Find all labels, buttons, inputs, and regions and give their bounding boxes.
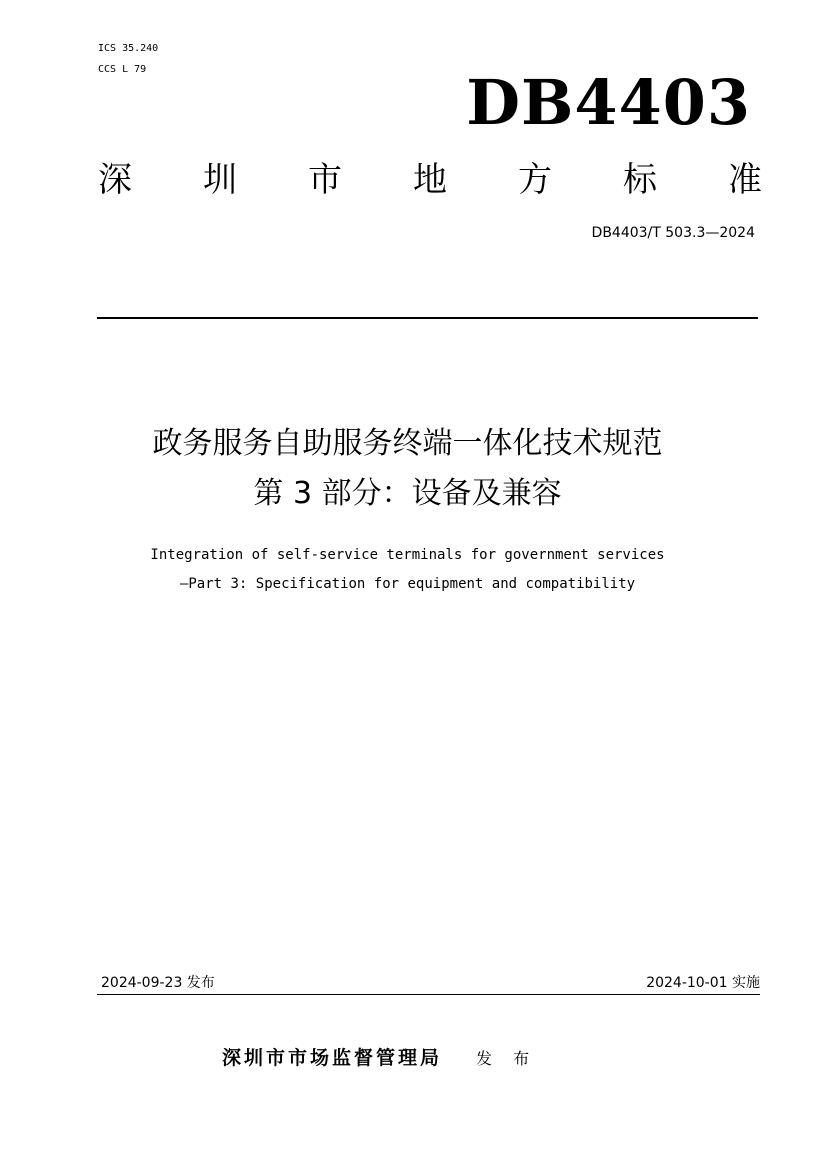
ccs-code: CCS L 79	[98, 64, 147, 75]
effective-date: 2024-10-01 实施	[646, 975, 760, 991]
header-divider	[97, 317, 758, 319]
publish-date: 2024-09-23 发布	[101, 975, 215, 991]
issue-label: 发 布	[476, 1049, 538, 1068]
standard-type-char: 标	[623, 160, 657, 200]
standard-type-char: 深	[98, 160, 132, 200]
standard-number: DB4403/T 503.3—2024	[591, 225, 755, 241]
standard-type	[98, 158, 762, 202]
standard-type-char: 准	[728, 160, 762, 200]
ics-code: ICS 35.240	[98, 43, 159, 54]
issuer-block	[222, 1044, 537, 1073]
title-chinese-line-2: 第 3 部分：设备及兼容	[253, 476, 562, 511]
title-english-line-2: —Part 3: Specification for equipment and compatibility	[179, 576, 636, 592]
standard-type-char: 市	[308, 160, 342, 200]
standard-logo: DB4403	[466, 66, 751, 139]
standard-type-char: 地	[413, 160, 447, 200]
title-chinese-line-1: 政务服务自助服务终端一体化技术规范	[152, 426, 663, 461]
title-english-line-1: Integration of self-service terminals for government services	[150, 547, 665, 563]
footer-divider	[97, 994, 760, 995]
standard-type-char: 方	[518, 160, 552, 200]
issuer-name: 深圳市市场监督管理局	[222, 1047, 443, 1069]
standard-type-char: 圳	[203, 160, 237, 200]
